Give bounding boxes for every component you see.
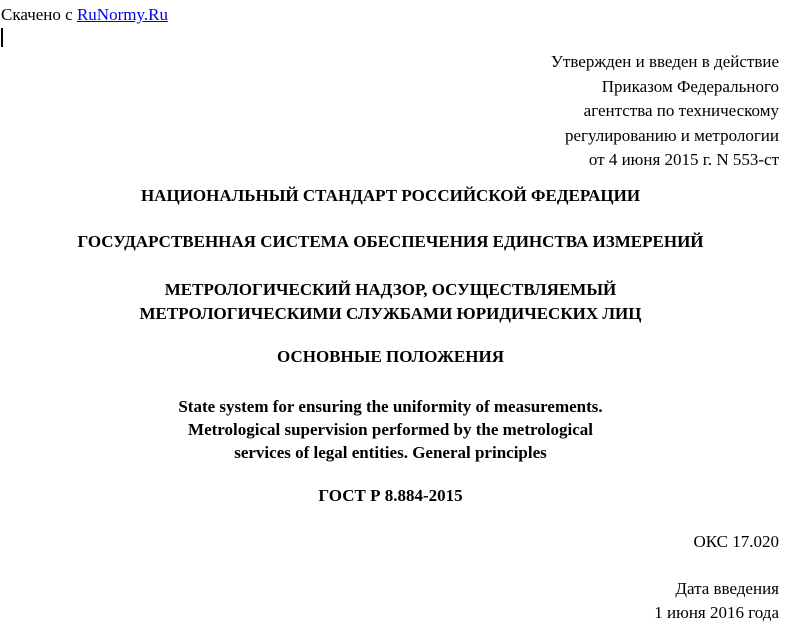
- national-standard-heading: [0, 185, 781, 207]
- main-title: [0, 278, 781, 325]
- national-standard-text: НАЦИОНАЛЬНЫЙ СТАНДАРТ РОССИЙСКОЙ ФЕДЕРАЦИИ: [140, 186, 641, 205]
- approval-line: от 4 июня 2015 г. N 553-ст: [588, 150, 779, 169]
- state-system-text: ГОСУДАРСТВЕННАЯ СИСТЕМА ОБЕСПЕЧЕНИЯ ЕДИНСТВА ИЗМЕРЕНИЙ: [77, 232, 704, 251]
- subtitle-heading: [0, 346, 781, 368]
- approval-line: Утвержден и введен в действие: [550, 52, 779, 71]
- introduction-date-label: Дата введения: [675, 579, 779, 598]
- download-source-line: [1, 4, 168, 26]
- approval-line: Приказом Федерального: [601, 76, 779, 96]
- state-system-heading: [0, 231, 781, 253]
- approval-line: агентства по техническому: [583, 101, 779, 120]
- standard-number-text: ГОСТ Р 8.884-2015: [318, 486, 463, 505]
- download-prefix: Скачено с: [1, 5, 73, 24]
- main-title-line: МЕТРОЛОГИЧЕСКИЙ НАДЗОР, ОСУЩЕСТВЛЯЕМЫЙ: [164, 280, 617, 299]
- english-title-line: services of legal entities. General principles: [234, 443, 547, 462]
- english-title: [0, 395, 781, 464]
- main-title-line: МЕТРОЛОГИЧЕСКИМИ СЛУЖБАМИ ЮРИДИЧЕСКИХ ЛИЦ: [139, 303, 642, 323]
- approval-block: [551, 50, 779, 173]
- oks-code: ОКС 17.020: [693, 532, 779, 551]
- approval-line: регулированию и метрологии: [564, 125, 779, 145]
- introduction-date-block: [654, 577, 779, 625]
- standard-number-heading: [0, 485, 781, 507]
- introduction-date-value: 1 июня 2016 года: [654, 603, 779, 622]
- english-title-line: State system for ensuring the uniformity of measurements.: [178, 397, 603, 416]
- runormy-link[interactable]: RuNormy.Ru: [76, 5, 168, 24]
- text-cursor: [1, 28, 3, 47]
- subtitle-text: ОСНОВНЫЕ ПОЛОЖЕНИЯ: [277, 347, 504, 366]
- english-title-line: Metrological supervision performed by the metrological: [188, 420, 593, 439]
